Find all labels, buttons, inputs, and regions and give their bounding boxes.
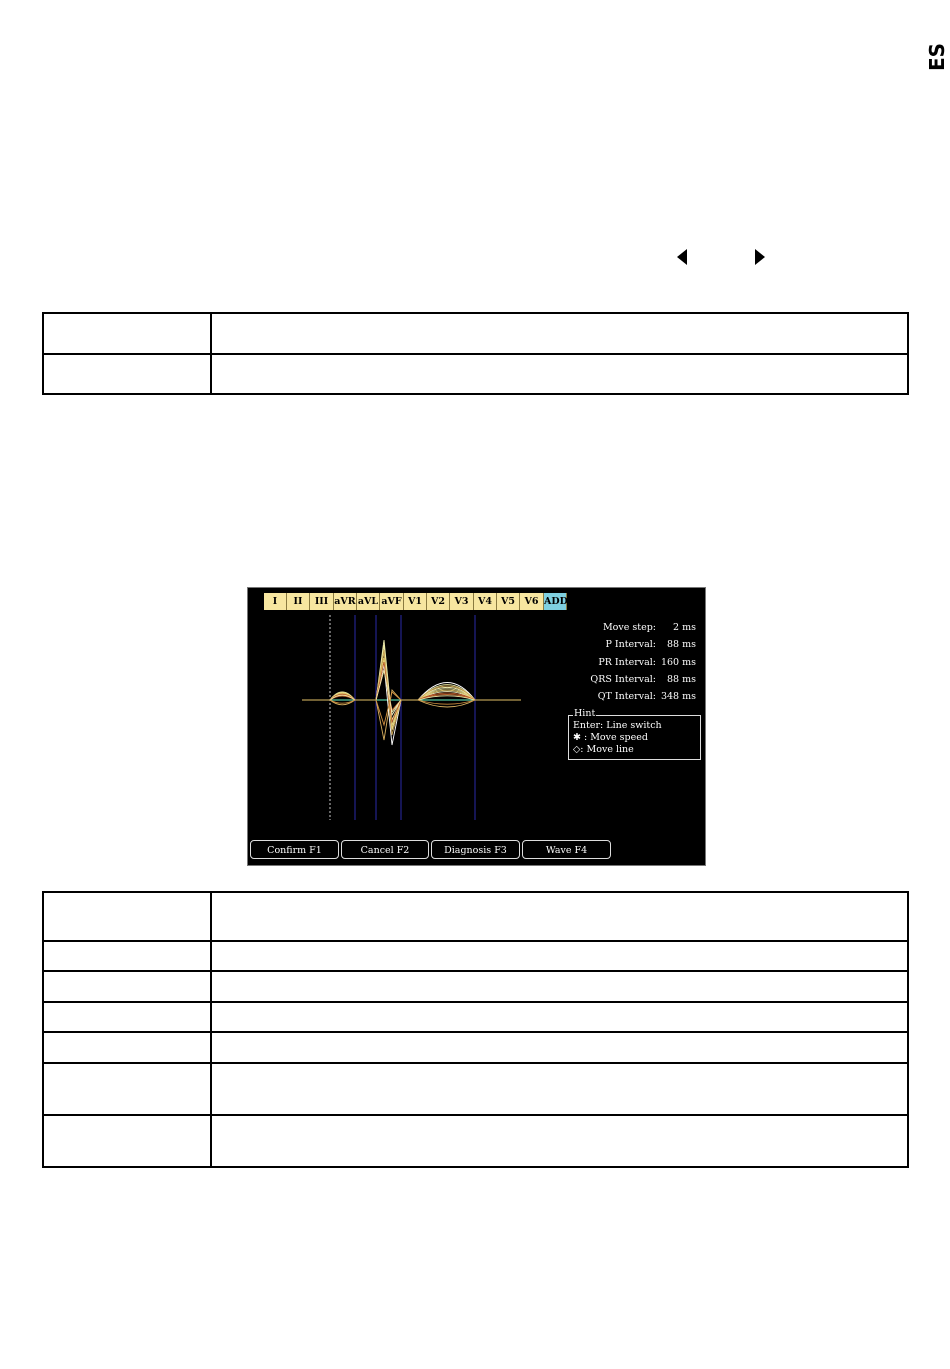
lead-tab-v3[interactable]: V3 <box>450 593 474 610</box>
table-bottom <box>42 891 909 1168</box>
param-label: PR Interval: <box>598 656 656 668</box>
table-row <box>43 892 908 941</box>
lead-tab-avf[interactable]: aVF <box>380 593 404 610</box>
param-label: P Interval: <box>605 639 656 651</box>
table-row <box>43 1063 908 1115</box>
param-value: 160 ms <box>660 656 696 668</box>
lead-tab-v4[interactable]: V4 <box>474 593 497 610</box>
triangle-right-icon <box>755 249 765 265</box>
table-cell <box>211 1115 908 1167</box>
param-label: QT Interval: <box>597 691 656 703</box>
ecg-wave-trace <box>302 662 521 722</box>
param-row <box>558 654 696 671</box>
table-row <box>43 941 908 971</box>
table-cell <box>43 892 211 941</box>
lead-tab-iii[interactable]: III <box>310 593 334 610</box>
table-cell <box>211 941 908 971</box>
table-cell <box>211 1002 908 1032</box>
hint-title: Hint <box>574 708 596 719</box>
param-label: QRS Interval: <box>590 673 656 685</box>
table-row <box>43 1115 908 1167</box>
lead-tab-add[interactable]: ADD <box>544 593 567 610</box>
lead-tab-v2[interactable]: V2 <box>427 593 450 610</box>
table-row <box>43 354 908 394</box>
ecg-wave-trace <box>302 670 521 712</box>
hint-line-enter: Enter: Line switch <box>573 720 662 731</box>
lead-selector-bar <box>264 593 567 610</box>
param-value: 2 ms <box>673 622 696 633</box>
table-cell <box>211 971 908 1002</box>
ecg-wave-trace <box>302 670 521 710</box>
lead-tab-v5[interactable]: V5 <box>497 593 520 610</box>
table-row <box>43 1032 908 1063</box>
table-cell <box>43 941 211 971</box>
table-cell <box>43 1063 211 1115</box>
param-value: 348 ms <box>660 691 696 703</box>
table-cell <box>43 354 211 394</box>
table-cell <box>43 313 211 354</box>
param-row <box>558 619 696 636</box>
param-row <box>558 688 696 705</box>
param-label: Move step: <box>602 622 656 633</box>
param-row <box>558 636 696 653</box>
ecg-wave-trace <box>302 658 521 728</box>
lead-tab-i[interactable]: I <box>264 593 287 610</box>
table-cell <box>211 892 908 941</box>
ecg-wave-trace <box>302 665 521 745</box>
ecg-wave-trace <box>302 645 521 730</box>
ecg-wave-trace <box>302 652 521 725</box>
hint-line-move: ◇: Move line <box>573 744 634 755</box>
table-cell <box>211 313 908 354</box>
ecg-wave-group <box>302 640 521 745</box>
lead-tab-v6[interactable]: V6 <box>520 593 544 610</box>
param-value: 88 ms <box>667 673 696 685</box>
lead-tab-avl[interactable]: aVL <box>357 593 380 610</box>
diagnosis-f3-button[interactable]: Diagnosis F3 <box>431 840 520 859</box>
table-cell <box>43 1002 211 1032</box>
interval-params <box>558 619 696 705</box>
table-row <box>43 971 908 1002</box>
confirm-f1-button[interactable]: Confirm F1 <box>250 840 339 859</box>
wave-f4-button[interactable]: Wave F4 <box>522 840 611 859</box>
ecg-wave-trace <box>302 660 521 715</box>
function-key-bar <box>248 840 707 862</box>
table-cell <box>211 354 908 394</box>
ecg-wave-trace <box>302 640 521 720</box>
param-row <box>558 671 696 688</box>
table-top <box>42 312 909 395</box>
cancel-f2-button[interactable]: Cancel F2 <box>341 840 429 859</box>
table-row <box>43 313 908 354</box>
ecg-wave-trace <box>302 650 521 735</box>
hint-box <box>568 708 701 760</box>
language-tag: ES <box>925 42 949 72</box>
lead-tab-ii[interactable]: II <box>287 593 310 610</box>
param-value: 88 ms <box>667 639 696 651</box>
table-cell <box>43 971 211 1002</box>
triangle-left-icon <box>677 249 687 265</box>
table-row <box>43 1002 908 1032</box>
table-cell <box>43 1115 211 1167</box>
lead-tab-avr[interactable]: aVR <box>334 593 357 610</box>
hint-line-speed: ✱ : Move speed <box>573 732 648 743</box>
table-cell <box>43 1032 211 1063</box>
lead-tab-v1[interactable]: V1 <box>404 593 427 610</box>
ecg-measure-screen <box>247 587 706 866</box>
table-cell <box>211 1032 908 1063</box>
table-cell <box>211 1063 908 1115</box>
